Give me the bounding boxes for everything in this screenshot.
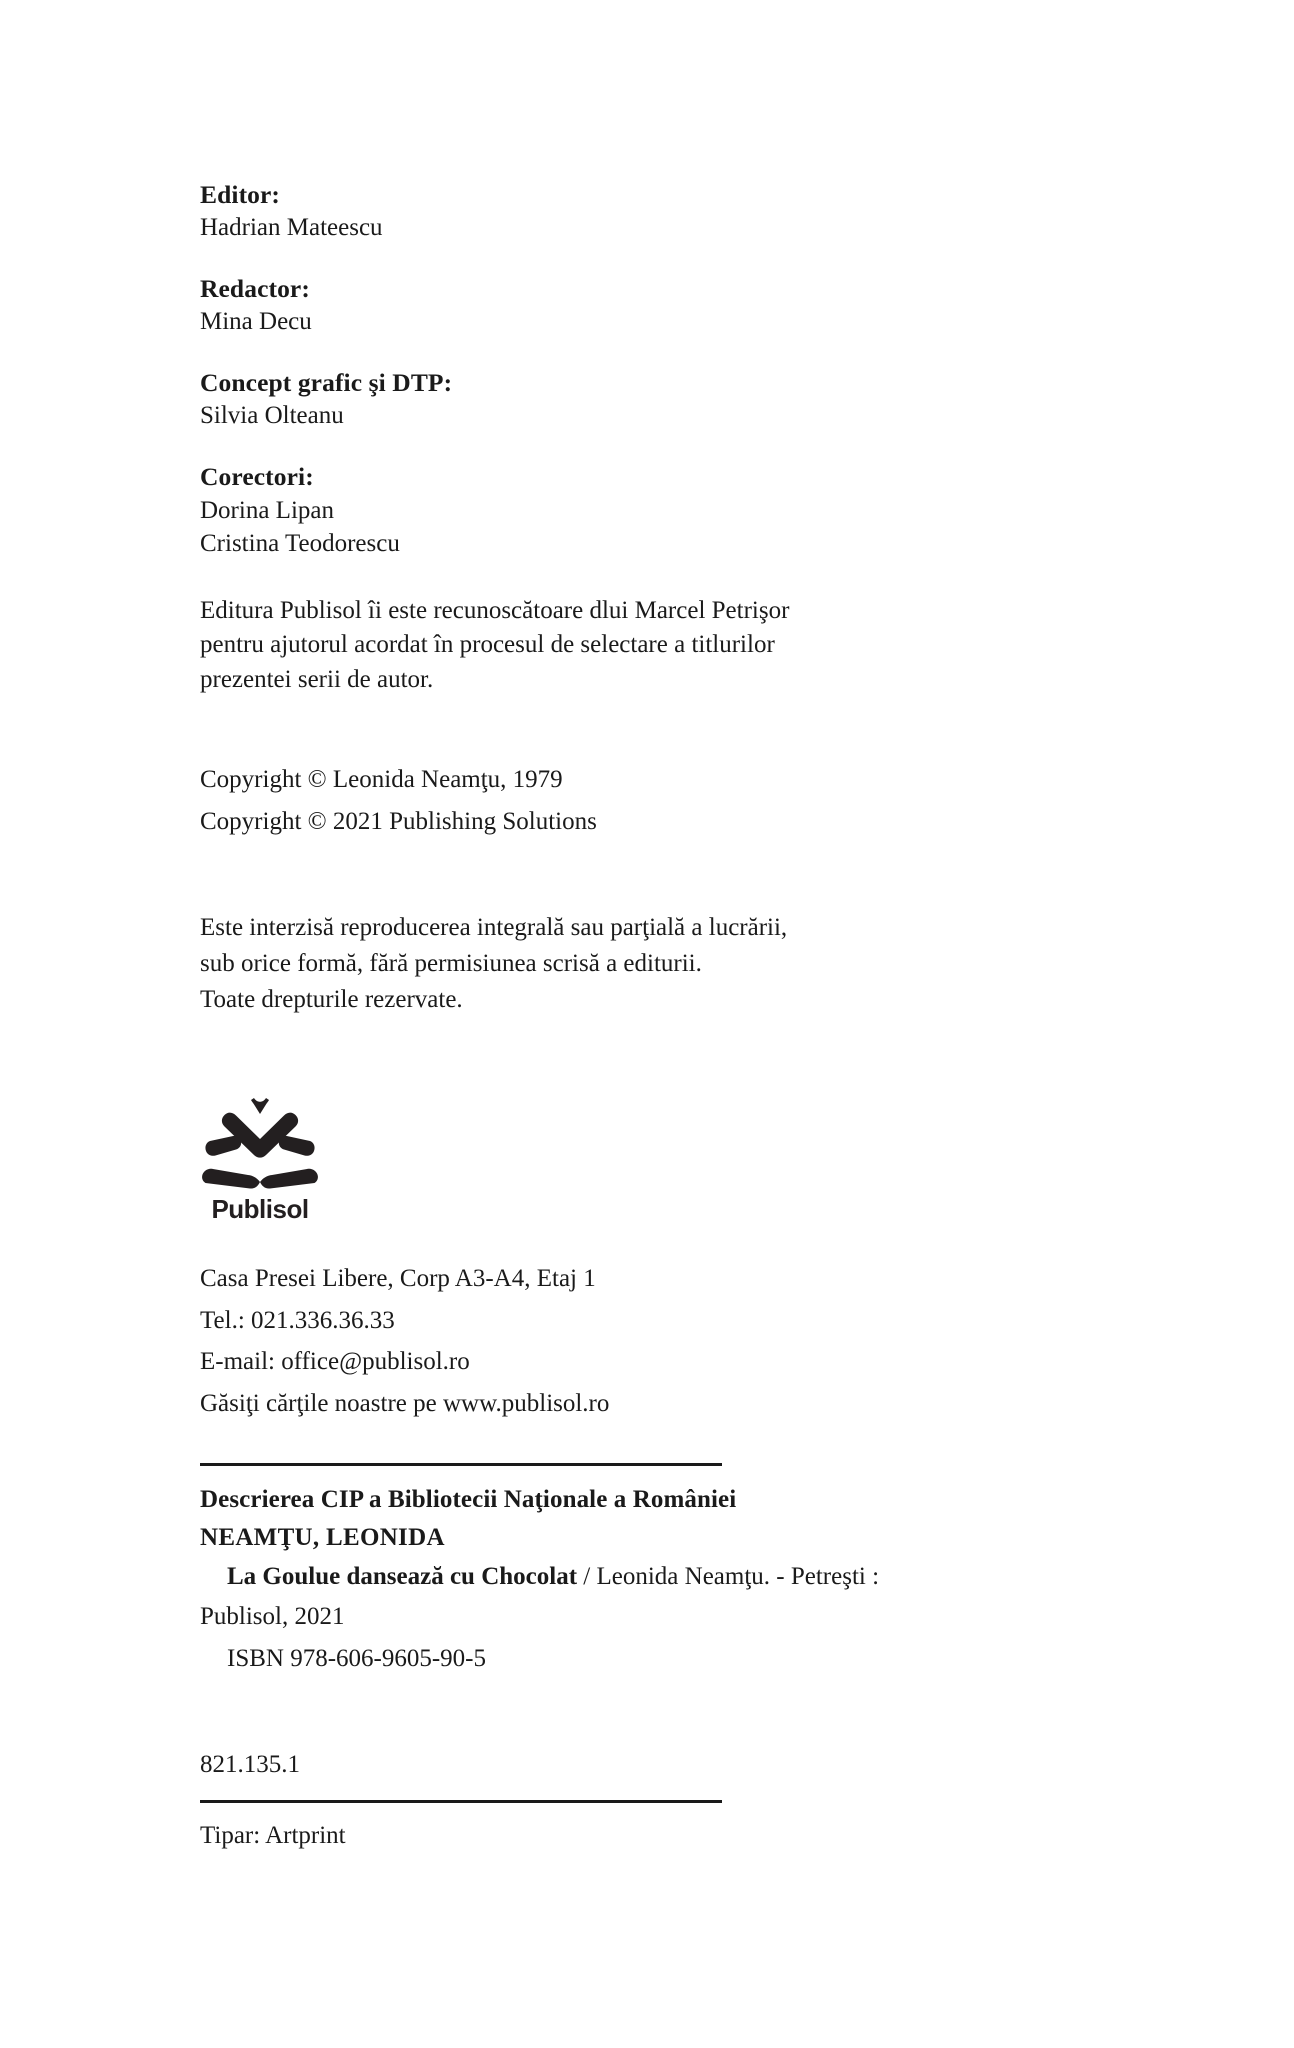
cip-record	[200, 1481, 1080, 1680]
publisher-contact-details	[200, 1258, 900, 1424]
rights-line: Toate drepturile rezervate.	[200, 986, 463, 1014]
cip-title-statement: / Leonida Neamţu. - Petreşti :	[577, 1563, 880, 1590]
rights-line: Este interzisă reproducerea integrală sau parţială a lucrării,	[200, 914, 788, 942]
copyright-line-publisher: Copyright © 2021 Publishing Solutions	[200, 807, 597, 835]
czu-classification-code: 821.135.1	[200, 1751, 300, 1778]
copyright-paragraph	[200, 759, 990, 842]
credit-role-label: Concept grafic şi DTP:	[200, 368, 453, 398]
contact-address: Casa Presei Libere, Corp A3-A4, Etaj 1	[200, 1265, 596, 1292]
cip-title-line	[200, 1557, 1080, 1597]
cip-author: NEAMŢU, LEONIDA	[200, 1524, 445, 1551]
divider-above-cip	[200, 1463, 722, 1466]
cip-isbn: ISBN 978-606-9605-90-5	[227, 1645, 487, 1672]
credit-role-label: Redactor:	[200, 274, 310, 304]
publisol-wordmark: Publisol	[211, 1194, 309, 1224]
cip-imprint: Publisol, 2021	[200, 1603, 345, 1630]
credit-person-name: Hadrian Mateescu	[200, 214, 383, 242]
acknowledgement-paragraph	[200, 594, 990, 698]
copyright-line-author: Copyright © Leonida Neamţu, 1979	[200, 766, 563, 794]
rights-line: sub orice formă, fără permisiunea scrisă a editurii.	[200, 950, 702, 978]
credit-redactor	[200, 272, 990, 338]
publisol-sunburst-mark	[202, 1098, 318, 1189]
printer-credit: Tipar: Artprint	[200, 1822, 346, 1849]
acknowledgement-line: prezentei serii de autor.	[200, 665, 434, 693]
divider-below-czu	[200, 1800, 722, 1803]
credit-person-name: Mina Decu	[200, 308, 312, 336]
contact-email: E-mail: office@publisol.ro	[200, 1348, 470, 1375]
rights-reserved-paragraph	[200, 910, 990, 1018]
credit-person-name-secondary: Cristina Teodorescu	[200, 529, 400, 557]
credit-role-label: Corectori:	[200, 462, 314, 492]
credit-role-label: Editor:	[200, 180, 281, 209]
acknowledgement-line: Editura Publisol îi este recunoscătoare dlui Marcel Petrişor	[200, 596, 790, 624]
credits-and-notices	[200, 178, 990, 1018]
cip-book-title: La Goulue dansează cu Chocolat	[227, 1563, 578, 1590]
credit-graphic-concept-dtp	[200, 366, 990, 432]
acknowledgement-line: pentru ajutorul acordat în procesul de selectare a titlurilor	[200, 631, 775, 659]
credit-person-name: Silvia Olteanu	[200, 402, 344, 430]
publisher-logo	[200, 1096, 320, 1224]
contact-phone: Tel.: 021.336.36.33	[200, 1306, 395, 1334]
credit-person-name: Dorina Lipan	[200, 496, 334, 524]
contact-website: Găsiţi cărţile noastre pe www.publisol.ro	[200, 1389, 610, 1417]
cip-heading: Descrierea CIP a Bibliotecii Naţionale a României	[200, 1486, 737, 1513]
credit-proofreaders	[200, 460, 990, 559]
credit-editor	[200, 178, 990, 244]
